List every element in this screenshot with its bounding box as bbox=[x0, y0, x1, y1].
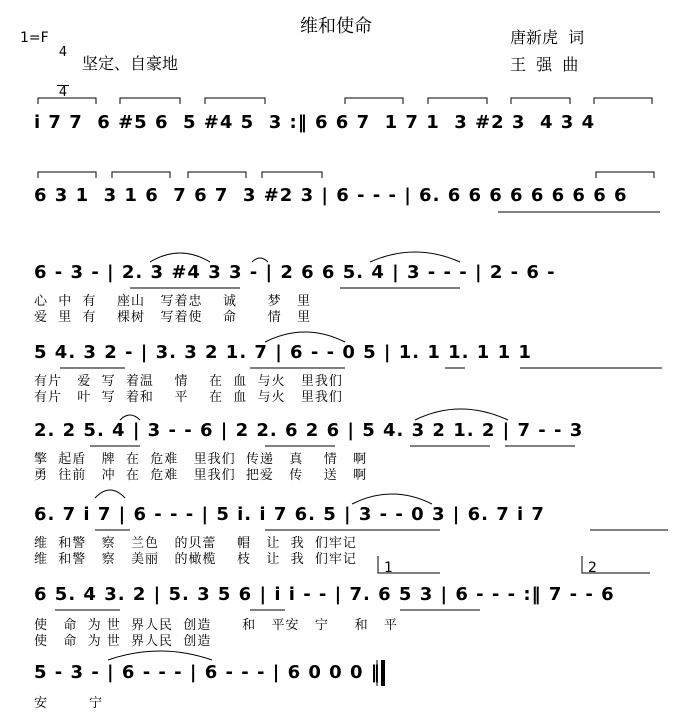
notation-line-6: 6. 7 i 7 | 6 - - - | 5 i. i 7 6. 5 | 3 - - 0 3 | 6. 7 i 7 bbox=[34, 504, 545, 525]
lyric-line-7-verse-1: 使 命 为 世 界人民 创造 和 平安 宁 和 平 bbox=[34, 618, 398, 633]
lyricist-credit: 唐新虎 词 bbox=[510, 28, 585, 47]
tempo-marking: 坚定、自豪地 bbox=[82, 54, 179, 73]
notation-line-3: 6 - 3 - | 2. 3 #4 3 3 - | 2 6 6 5. 4 | 3 - - - | 2 - 6 - bbox=[34, 262, 556, 283]
notation-line-8: 5 - 3 - | 6 - - - | 6 - - - | 6 0 0 0 ‖ bbox=[34, 662, 381, 683]
notation-line-1: i 7 7 6 #5 6 5 #4 5 3 :‖ 6 6 7 1 7 1 3 #2 3 4 3 4 bbox=[34, 112, 596, 133]
lyric-line-6-verse-1: 维 和警 察 兰色 的贝蕾 帽 让 我 们牢记 bbox=[34, 536, 357, 551]
lyric-line-3-verse-1: 心 中 有 座山 写着忠 诚 梦 里 bbox=[34, 294, 312, 309]
time-sig-bottom: 4 bbox=[58, 85, 68, 100]
lyric-line-4-verse-1: 有片 爱 写 着温 情 在 血 与火 里我们 bbox=[34, 374, 343, 389]
notation-line-2: 6 3 1 3 1 6 7 6 7 3 #2 3 | 6 - - - | 6. 6 6 6 6 6 6 6 6 6 bbox=[34, 185, 628, 206]
notation-line-5: 2. 2 5. 4 | 3 - - 6 | 2 2. 6 2 6 | 5 4. 3 2 1. 2 | 7 - - 3 bbox=[34, 420, 584, 441]
lyric-line-5-verse-1: 擎 起盾 牌 在 危难 里我们 传递 真 情 啊 bbox=[34, 452, 368, 467]
key-signature: 1=F bbox=[20, 30, 49, 46]
notation-line-4: 5 4. 3 2 - | 3. 3 2 1. 7 | 6 - - 0 5 | 1. 1 1. 1 1 1 bbox=[34, 342, 532, 363]
lyric-line-5-verse-2: 勇 往前 冲 在 危难 里我们 把爱 传 送 啊 bbox=[34, 468, 368, 483]
first-ending-label: 1 bbox=[384, 560, 393, 576]
lyric-line-3-verse-2: 爱 里 有 棵树 写着使 命 情 里 bbox=[34, 310, 312, 325]
lyric-line-6-verse-2: 维 和警 察 美丽 的橄榄 枝 让 我 们牢记 bbox=[34, 552, 357, 567]
composer-credit: 王 强 曲 bbox=[510, 55, 579, 74]
lyric-line-4-verse-2: 有片 叶 写 着和 平 在 血 与火 里我们 bbox=[34, 390, 343, 405]
song-title: 维和使命 bbox=[300, 16, 372, 37]
notation-line-7: 6 5. 4 3. 2 | 5. 3 5 6 | i i - - | 7. 6 5 3 | 6 - - - :‖ 7 - - 6 bbox=[34, 584, 615, 605]
time-sig-top: 4 bbox=[58, 45, 68, 60]
lyric-line-7-verse-2: 使 命 为 世 界人民 创造 bbox=[34, 634, 212, 649]
lyric-line-8-verse-1: 安 宁 bbox=[34, 696, 104, 711]
second-ending-label: 2 bbox=[588, 560, 597, 576]
